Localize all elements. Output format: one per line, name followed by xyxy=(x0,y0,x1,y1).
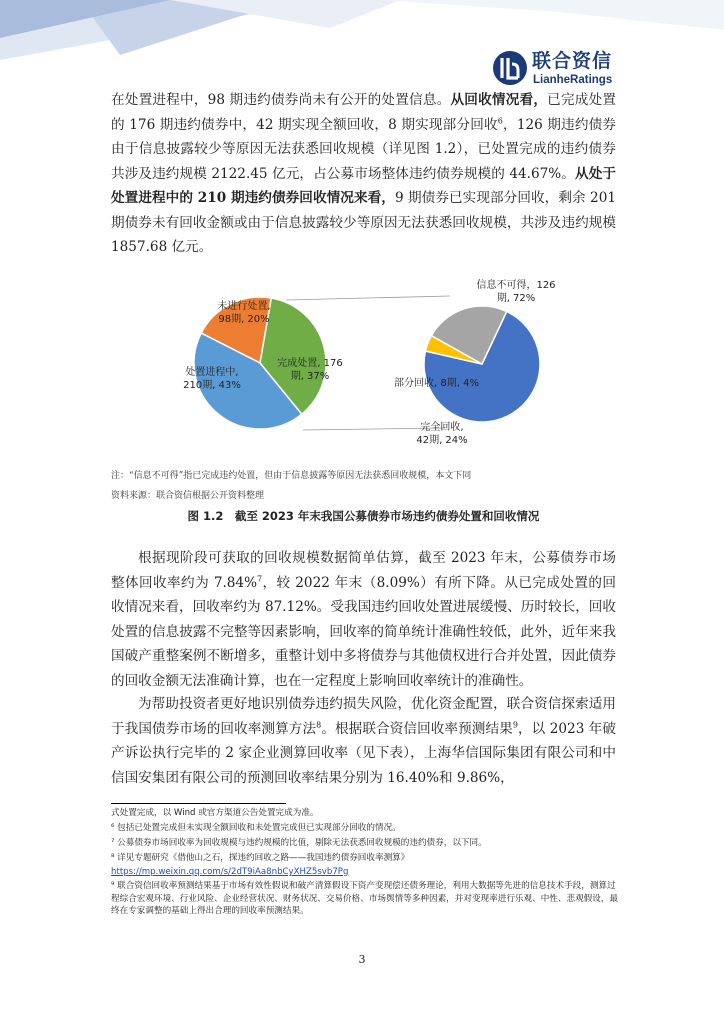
pie1-sublabel-2: 42期, 24% xyxy=(416,435,468,446)
pie0-sublabel-0: 98期, 20% xyxy=(218,314,270,325)
pie0-sublabel-1: 期, 37% xyxy=(290,371,330,382)
pie0-sublabel-2: 210期, 43% xyxy=(183,380,241,391)
header-decoration xyxy=(0,0,724,95)
footnote-8: ⁸ 详见专题研究《借他山之石，探违约回收之路——我国违约债券回收率测算》 xyxy=(111,853,410,863)
pie1-label-0: 信息不可得，126 xyxy=(476,280,556,291)
paragraph-disposal: 在处置进程中，98 期违约债券尚未有公开的处置信息。从回收情况看，已完成处置的 176 期违约债券中，42 期实现全额回收，8 期实现部分回收$^6$，126 期违约债券由于信息披露较少等原因无法获悉回收规模（详见图 1.2），已处置完成的违约债券共涉及违约规模 2122.45 亿元，占公募市场整体违约债券规模的 44.67%。从处于处置进程中的 210 期违约债券回收情况来看，9 期债券已实现部分回收，剩余 201 期债券未有回收金额或由于信息披露较少等原因无法获悉回收规模，共涉及违约规模 1857.68 亿元。 xyxy=(111,92,617,255)
paragraph-forecast: 为帮助投资者更好地识别债券违约损失风险，优化资金配置，联合资信探索适用于我国债券市场的回收率测算方法$^8$。根据联合资信回收率预测结果$^9$，以 2023 年破产诉讼执行完毕的 2 家企业测算回收率（见下表），上海华信国际集团有限公司和中信国安集团有限公司的预测回收率结果分别为 16.40%和 9.86%， xyxy=(111,696,617,786)
pie-charts-figure xyxy=(180,278,600,448)
pie0-label-0: 未进行处置, xyxy=(217,301,271,312)
paragraph-recovery-rate: 根据现阶段可获取的回收规模数据简单估算，截至 2023 年末，公募债券市场整体回收率约为 7.84%$^7$，较 2022 年末（8.09%）有所下降。从已完成处置的回收情况来看，回收率约为 87.12%。受我国违约回收处置进展缓慢、历时较长，回收处置的信息披露不完整等因素影响，回收率的简单统计准确性较低，此外，近年来我国破产重整案例不断增多，重整计划中多将债券与其他债权进行合并处置，因此债券的回收金额无法准确计算，也在一定程度上影响回收率统计的准确性。 xyxy=(111,550,617,689)
pie0-label-1: 完成处置, 176 xyxy=(277,358,343,369)
lianhe-logo-icon xyxy=(492,50,528,86)
footnote-8-url[interactable]: https://mp.weixin.qq.com/s/2dT9iAa8nbCyXHZ5svb7Pg xyxy=(111,867,349,877)
logo-english-name: LianheRatings xyxy=(533,74,613,86)
footnote-7: ⁷ 公募债券市场回收率为回收规模与违约规模的比值，剔除无法获悉回收规模的违约债券，以下同。 xyxy=(111,838,487,848)
footnote-divider xyxy=(111,803,286,804)
figure-caption: 图 1.2 截至 2023 年末我国公募债券市场违约债券处置和回收情况 xyxy=(187,509,540,523)
page-number: 3 xyxy=(358,953,366,966)
footnote-8-link[interactable] xyxy=(111,866,621,879)
pie1-label-1: 部分回收, 8期, 4% xyxy=(394,378,479,389)
logo-chinese-name: 联合资信 xyxy=(532,50,613,72)
pie1-sublabel-0: 期, 72% xyxy=(496,293,536,304)
figure-note: 注：“信息不可得”指已完成违约处置，但由于信息披露等原因无法获悉回收规模，本文下同 xyxy=(111,471,472,481)
pie1-label-2: 完全回收, xyxy=(420,422,464,433)
footnote-6: ⁶ 包括已处置完成但未实现全额回收和未处置完成但已实现部分回收的情况。 xyxy=(111,823,401,833)
figure-source: 资料来源：联合资信根据公开资料整理 xyxy=(111,491,265,501)
connector-top xyxy=(286,296,450,300)
footnote-9: ⁹ 联合资信回收率预测结果基于市场有效性假说和破产清算假设下资产变现偿还债务理论，利用大数据等先进的信息技术手段，测算过程综合宏观环境、行业风险、企业经营状况、财务状况、交易价格、市场舆情等多种因素，并对变现率进行乐观、中性、悲观假设，最终在专家调整的基础上得出合理的回收率预测结果。 xyxy=(111,881,619,916)
pie0-label-2: 处置进程中, xyxy=(185,367,239,378)
footnote-cont: 式处置完成，以 Wind 或官方渠道公告处置完成为准。 xyxy=(111,808,319,818)
